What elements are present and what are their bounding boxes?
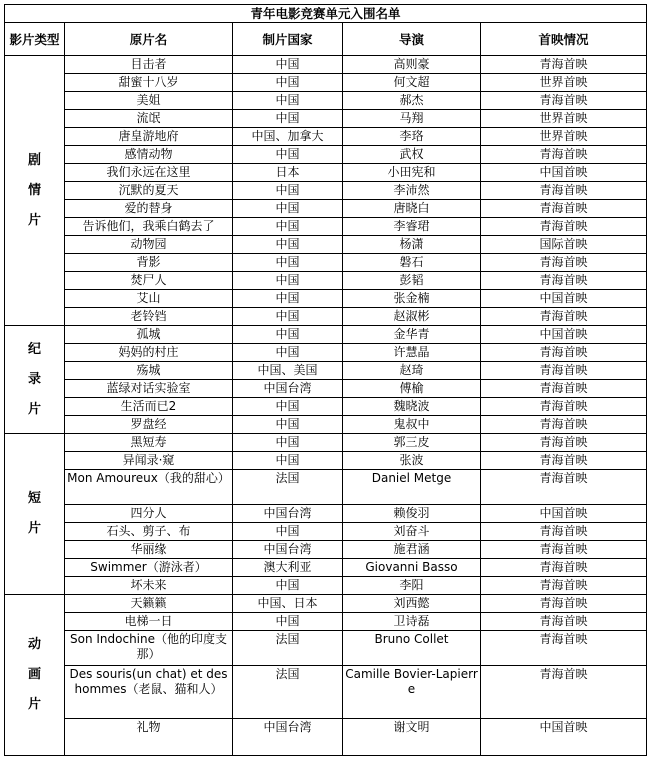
premiere-cell: 青海首映 [481, 218, 647, 236]
table-row [5, 505, 647, 523]
film-title-cell: 华丽缘 [65, 541, 233, 559]
country-cell: 中国 [233, 200, 343, 218]
director-cell: 许慧晶 [343, 344, 481, 362]
table-title: 青年电影竞赛单元入围名单 [5, 5, 647, 23]
film-title-cell: 孤城 [65, 326, 233, 344]
premiere-cell: 世界首映 [481, 128, 647, 146]
country-cell: 中国 [233, 182, 343, 200]
table-row [5, 452, 647, 470]
director-cell: 小田宪和 [343, 164, 481, 182]
country-cell: 中国 [233, 398, 343, 416]
premiere-cell: 中国首映 [481, 326, 647, 344]
table-row [5, 92, 647, 110]
table-row [5, 398, 647, 416]
country-cell: 中国 [233, 416, 343, 434]
category-char: 片 [27, 521, 41, 536]
country-cell: 中国台湾 [233, 505, 343, 523]
country-cell: 中国 [233, 146, 343, 164]
table-row [5, 631, 647, 666]
premiere-cell: 青海首映 [481, 631, 647, 666]
country-cell: 中国 [233, 218, 343, 236]
film-title-cell: 我们永远在这里 [65, 164, 233, 182]
premiere-cell: 青海首映 [481, 272, 647, 290]
country-cell: 中国 [233, 452, 343, 470]
director-cell: 唐晓白 [343, 200, 481, 218]
director-cell: 张金楠 [343, 290, 481, 308]
table-row [5, 595, 647, 613]
category-cell [5, 434, 65, 595]
director-cell: 郭三皮 [343, 434, 481, 452]
header-director: 导演 [343, 23, 481, 56]
director-cell: 武权 [343, 146, 481, 164]
premiere-cell: 青海首映 [481, 56, 647, 74]
director-cell: 赖俊羽 [343, 505, 481, 523]
film-title-cell: 老铃铛 [65, 308, 233, 326]
director-cell: 卫诗磊 [343, 613, 481, 631]
premiere-cell: 青海首映 [481, 344, 647, 362]
film-title-cell: 生活而已2 [65, 398, 233, 416]
film-title-cell: Son Indochine（他的印度支那） [65, 631, 233, 666]
director-cell: 魏晓波 [343, 398, 481, 416]
country-cell: 中国 [233, 254, 343, 272]
film-title-cell: 坏未来 [65, 577, 233, 595]
table-row [5, 272, 647, 290]
table-row [5, 523, 647, 541]
country-cell: 中国 [233, 74, 343, 92]
film-title-cell: 美姐 [65, 92, 233, 110]
premiere-cell: 世界首映 [481, 74, 647, 92]
category-cell [5, 326, 65, 434]
film-title-cell: 殇城 [65, 362, 233, 380]
director-cell: 彭韬 [343, 272, 481, 290]
table-row [5, 164, 647, 182]
premiere-cell: 青海首映 [481, 666, 647, 719]
table-row [5, 559, 647, 577]
director-cell: 赵淑彬 [343, 308, 481, 326]
film-title-cell: 动物园 [65, 236, 233, 254]
premiere-cell: 青海首映 [481, 434, 647, 452]
premiere-cell: 中国首映 [481, 719, 647, 756]
category-cell [5, 595, 65, 756]
film-title-cell: Swimmer（游泳者） [65, 559, 233, 577]
film-title-cell: 唐皇游地府 [65, 128, 233, 146]
director-cell: 李阳 [343, 577, 481, 595]
film-title-cell: 沉默的夏天 [65, 182, 233, 200]
film-title-cell: 告诉他们，我乘白鹤去了 [65, 218, 233, 236]
premiere-cell: 中国首映 [481, 290, 647, 308]
category-char: 短 [27, 491, 41, 506]
table-row [5, 470, 647, 505]
premiere-cell: 青海首映 [481, 559, 647, 577]
premiere-cell: 青海首映 [481, 577, 647, 595]
table-row [5, 290, 647, 308]
premiere-cell: 青海首映 [481, 308, 647, 326]
country-cell: 中国 [233, 523, 343, 541]
film-title-cell: 蓝绿对话实验室 [65, 380, 233, 398]
country-cell: 中国 [233, 272, 343, 290]
director-cell: 施君涵 [343, 541, 481, 559]
nominee-document [4, 4, 646, 756]
table-row [5, 326, 647, 344]
table-row [5, 577, 647, 595]
header-film-type: 影片类型 [5, 23, 65, 56]
director-cell: 谢文明 [343, 719, 481, 756]
premiere-cell: 国际首映 [481, 236, 647, 254]
director-cell: 何文超 [343, 74, 481, 92]
film-title-cell: 四分人 [65, 505, 233, 523]
header-original-title: 原片名 [65, 23, 233, 56]
premiere-cell: 青海首映 [481, 362, 647, 380]
header-country: 制片国家 [233, 23, 343, 56]
country-cell: 中国 [233, 110, 343, 128]
table-row [5, 218, 647, 236]
film-title-cell: 感情动物 [65, 146, 233, 164]
category-cell [5, 56, 65, 326]
premiere-cell: 青海首映 [481, 182, 647, 200]
country-cell: 中国 [233, 308, 343, 326]
table-row [5, 110, 647, 128]
film-title-cell: 天籁籁 [65, 595, 233, 613]
category-char: 片 [27, 401, 41, 417]
country-cell: 中国、美国 [233, 362, 343, 380]
category-char: 片 [27, 697, 41, 712]
category-char: 动 [27, 637, 41, 652]
film-title-cell: 流氓 [65, 110, 233, 128]
director-cell: 鬼叔中 [343, 416, 481, 434]
nominee-table [4, 4, 647, 756]
header-row [5, 23, 647, 56]
table-row [5, 146, 647, 164]
table-row [5, 128, 647, 146]
table-row [5, 666, 647, 719]
film-title-cell: 石头、剪子、布 [65, 523, 233, 541]
title-row [5, 5, 647, 23]
premiere-cell: 青海首映 [481, 541, 647, 559]
country-cell: 法国 [233, 470, 343, 505]
category-char: 剧 [27, 152, 41, 168]
premiere-cell: 青海首映 [481, 452, 647, 470]
category-char: 录 [27, 371, 41, 387]
director-cell: 傅榆 [343, 380, 481, 398]
director-cell: Camille Bovier-Lapierre [343, 666, 481, 719]
premiere-cell: 青海首映 [481, 416, 647, 434]
table-body [5, 5, 647, 756]
film-title-cell: 礼物 [65, 719, 233, 756]
table-row [5, 613, 647, 631]
film-title-cell: 背影 [65, 254, 233, 272]
director-cell: 李珞 [343, 128, 481, 146]
country-cell: 日本 [233, 164, 343, 182]
film-title-cell: Des souris(un chat) et des hommes（老鼠、猫和人） [65, 666, 233, 719]
film-title-cell: 罗盘经 [65, 416, 233, 434]
director-cell: 马翔 [343, 110, 481, 128]
table-row [5, 416, 647, 434]
premiere-cell: 青海首映 [481, 146, 647, 164]
premiere-cell: 青海首映 [481, 92, 647, 110]
table-row [5, 56, 647, 74]
director-cell: 刘西懿 [343, 595, 481, 613]
premiere-cell: 青海首映 [481, 200, 647, 218]
category-char: 纪 [27, 341, 41, 357]
premiere-cell: 青海首映 [481, 254, 647, 272]
director-cell: 刘奋斗 [343, 523, 481, 541]
table-row [5, 182, 647, 200]
country-cell: 中国台湾 [233, 541, 343, 559]
country-cell: 中国 [233, 290, 343, 308]
film-title-cell: 异闻录·窥 [65, 452, 233, 470]
film-title-cell: 艾山 [65, 290, 233, 308]
premiere-cell: 中国首映 [481, 164, 647, 182]
premiere-cell: 青海首映 [481, 470, 647, 505]
table-row [5, 254, 647, 272]
table-row [5, 541, 647, 559]
category-char: 片 [27, 212, 41, 228]
premiere-cell: 青海首映 [481, 595, 647, 613]
film-title-cell: 甜蜜十八岁 [65, 74, 233, 92]
country-cell: 澳大利亚 [233, 559, 343, 577]
table-row [5, 308, 647, 326]
premiere-cell: 中国首映 [481, 505, 647, 523]
film-title-cell: 爱的替身 [65, 200, 233, 218]
premiere-cell: 世界首映 [481, 110, 647, 128]
director-cell: 磐石 [343, 254, 481, 272]
film-title-cell: 目击者 [65, 56, 233, 74]
film-title-cell: Mon Amoureux（我的甜心） [65, 470, 233, 505]
director-cell: 郝杰 [343, 92, 481, 110]
country-cell: 中国、加拿大 [233, 128, 343, 146]
country-cell: 中国 [233, 344, 343, 362]
table-row [5, 434, 647, 452]
table-row [5, 200, 647, 218]
country-cell: 法国 [233, 631, 343, 666]
director-cell: 杨潇 [343, 236, 481, 254]
country-cell: 中国、日本 [233, 595, 343, 613]
premiere-cell: 青海首映 [481, 398, 647, 416]
table-row [5, 362, 647, 380]
country-cell: 中国台湾 [233, 719, 343, 756]
country-cell: 中国 [233, 56, 343, 74]
country-cell: 中国 [233, 92, 343, 110]
director-cell: Daniel Metge [343, 470, 481, 505]
director-cell: 赵琦 [343, 362, 481, 380]
director-cell: 金华青 [343, 326, 481, 344]
country-cell: 中国 [233, 613, 343, 631]
category-char: 画 [27, 667, 41, 682]
country-cell: 中国 [233, 326, 343, 344]
director-cell: Giovanni Basso [343, 559, 481, 577]
table-row [5, 344, 647, 362]
film-title-cell: 黑短寿 [65, 434, 233, 452]
director-cell: 张波 [343, 452, 481, 470]
country-cell: 中国台湾 [233, 380, 343, 398]
table-row [5, 719, 647, 756]
director-cell: 李睿珺 [343, 218, 481, 236]
film-title-cell: 电梯一日 [65, 613, 233, 631]
director-cell: 李沛然 [343, 182, 481, 200]
country-cell: 法国 [233, 666, 343, 719]
country-cell: 中国 [233, 577, 343, 595]
director-cell: 高则豪 [343, 56, 481, 74]
film-title-cell: 妈妈的村庄 [65, 344, 233, 362]
premiere-cell: 青海首映 [481, 380, 647, 398]
table-row [5, 380, 647, 398]
category-char: 情 [27, 182, 41, 198]
country-cell: 中国 [233, 434, 343, 452]
premiere-cell: 青海首映 [481, 523, 647, 541]
film-title-cell: 焚尸人 [65, 272, 233, 290]
premiere-cell: 青海首映 [481, 613, 647, 631]
table-row [5, 74, 647, 92]
table-row [5, 236, 647, 254]
header-premiere: 首映情况 [481, 23, 647, 56]
director-cell: Bruno Collet [343, 631, 481, 666]
country-cell: 中国 [233, 236, 343, 254]
